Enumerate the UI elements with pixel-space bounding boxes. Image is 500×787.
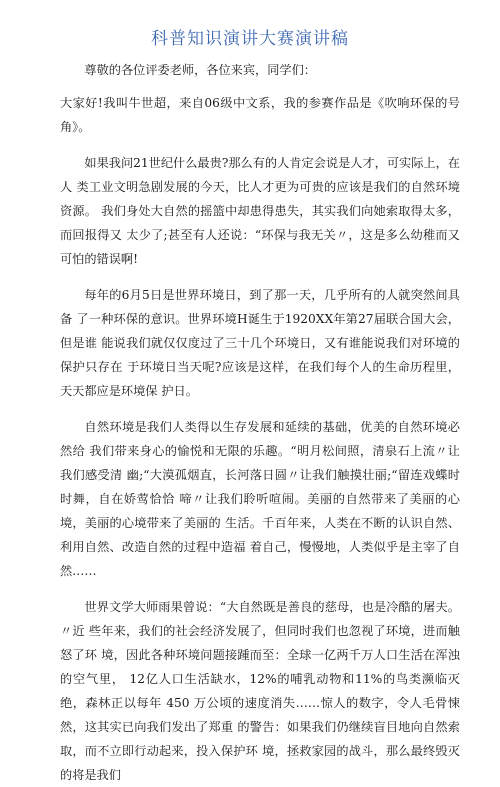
document-body	[60, 58, 460, 787]
body-paragraph-2: 每年的6月5日是世界环境日，到了那一天，几乎所有的人就突然间具备 了一种环保的意识。世界环境H诞生于1920XX年第27届联合国大会，但是谁 能说我们就仅仅度过了三十几个环境日，又有谁能说我们对环境的保护只存在 于环境日当天呢?应该是这样，在我们每个人的生命历程里，天天都应是环境保 护日。	[60, 288, 460, 398]
body-paragraph-4: 世界文学大师雨果曾说：“大自然既是善良的慈母，也是冷酷的屠夫。〃近 些年来，我们的社会经济发展了，但同时我们也忽视了环境，进而触怒了环 境，因此各种环境问题接踵而至：全球一亿两千万人口生活在浑浊的空气里， 12亿人口生活缺水，12%的哺乳动物和11%的鸟类濒临灭绝，森林正以每年 450 万公顷的速度消失……惊人的数字，令人毛骨悚然，这其实已向我们发出了郑重 的警告：如果我们仍继续盲目地向自然索取，而不立即行动起来，投入保护环 境，拯救家园的战斗，那么最终毁灭的将是我们	[60, 600, 460, 782]
body-paragraph-1: 如果我问21世纪什么最贵?那么有的人肯定会说是人才，可实际上，在人 类工业文明急剧发展的今天，比人才更为可贵的应该是我们的自然环境资源。 我们身处大自然的摇篮中却患得患失，其实我们向她索取得太多，而回报得又 太少了;甚至有人还说：“环保与我无关〃，这是多么幼稚而又可怕的错误啊!	[60, 156, 460, 266]
document-title: 科普知识演讲大赛演讲稿	[151, 29, 349, 49]
intro-paragraph: 大家好!我叫牛世超，来自06级中文系，我的参赛作品是《吹响环保的号 角》。	[60, 96, 460, 134]
body-paragraph-3: 自然环境是我们人类得以生存发展和延续的基础，优美的自然环境必然给 我们带来身心的愉悦和无限的乐趣。“明月松间照，清泉石上流〃让我们感受清 幽;“大漠孤烟直，长河落日圆〃让我们触摸壮丽;“留连戏蝶时时舞，自在娇莺恰恰 啼〃让我们聆听喧闹。美丽的自然带来了美丽的心境，美丽的心境带来了美丽的 生活。千百年来，人类在不断的认识自然、利用自然、改造自然的过程中造福 着自己，慢慢地，人类似乎是主宰了自然……	[60, 420, 460, 578]
greeting-line: 尊敬的各位评委老师，各位来宾，同学们：	[84, 63, 316, 77]
